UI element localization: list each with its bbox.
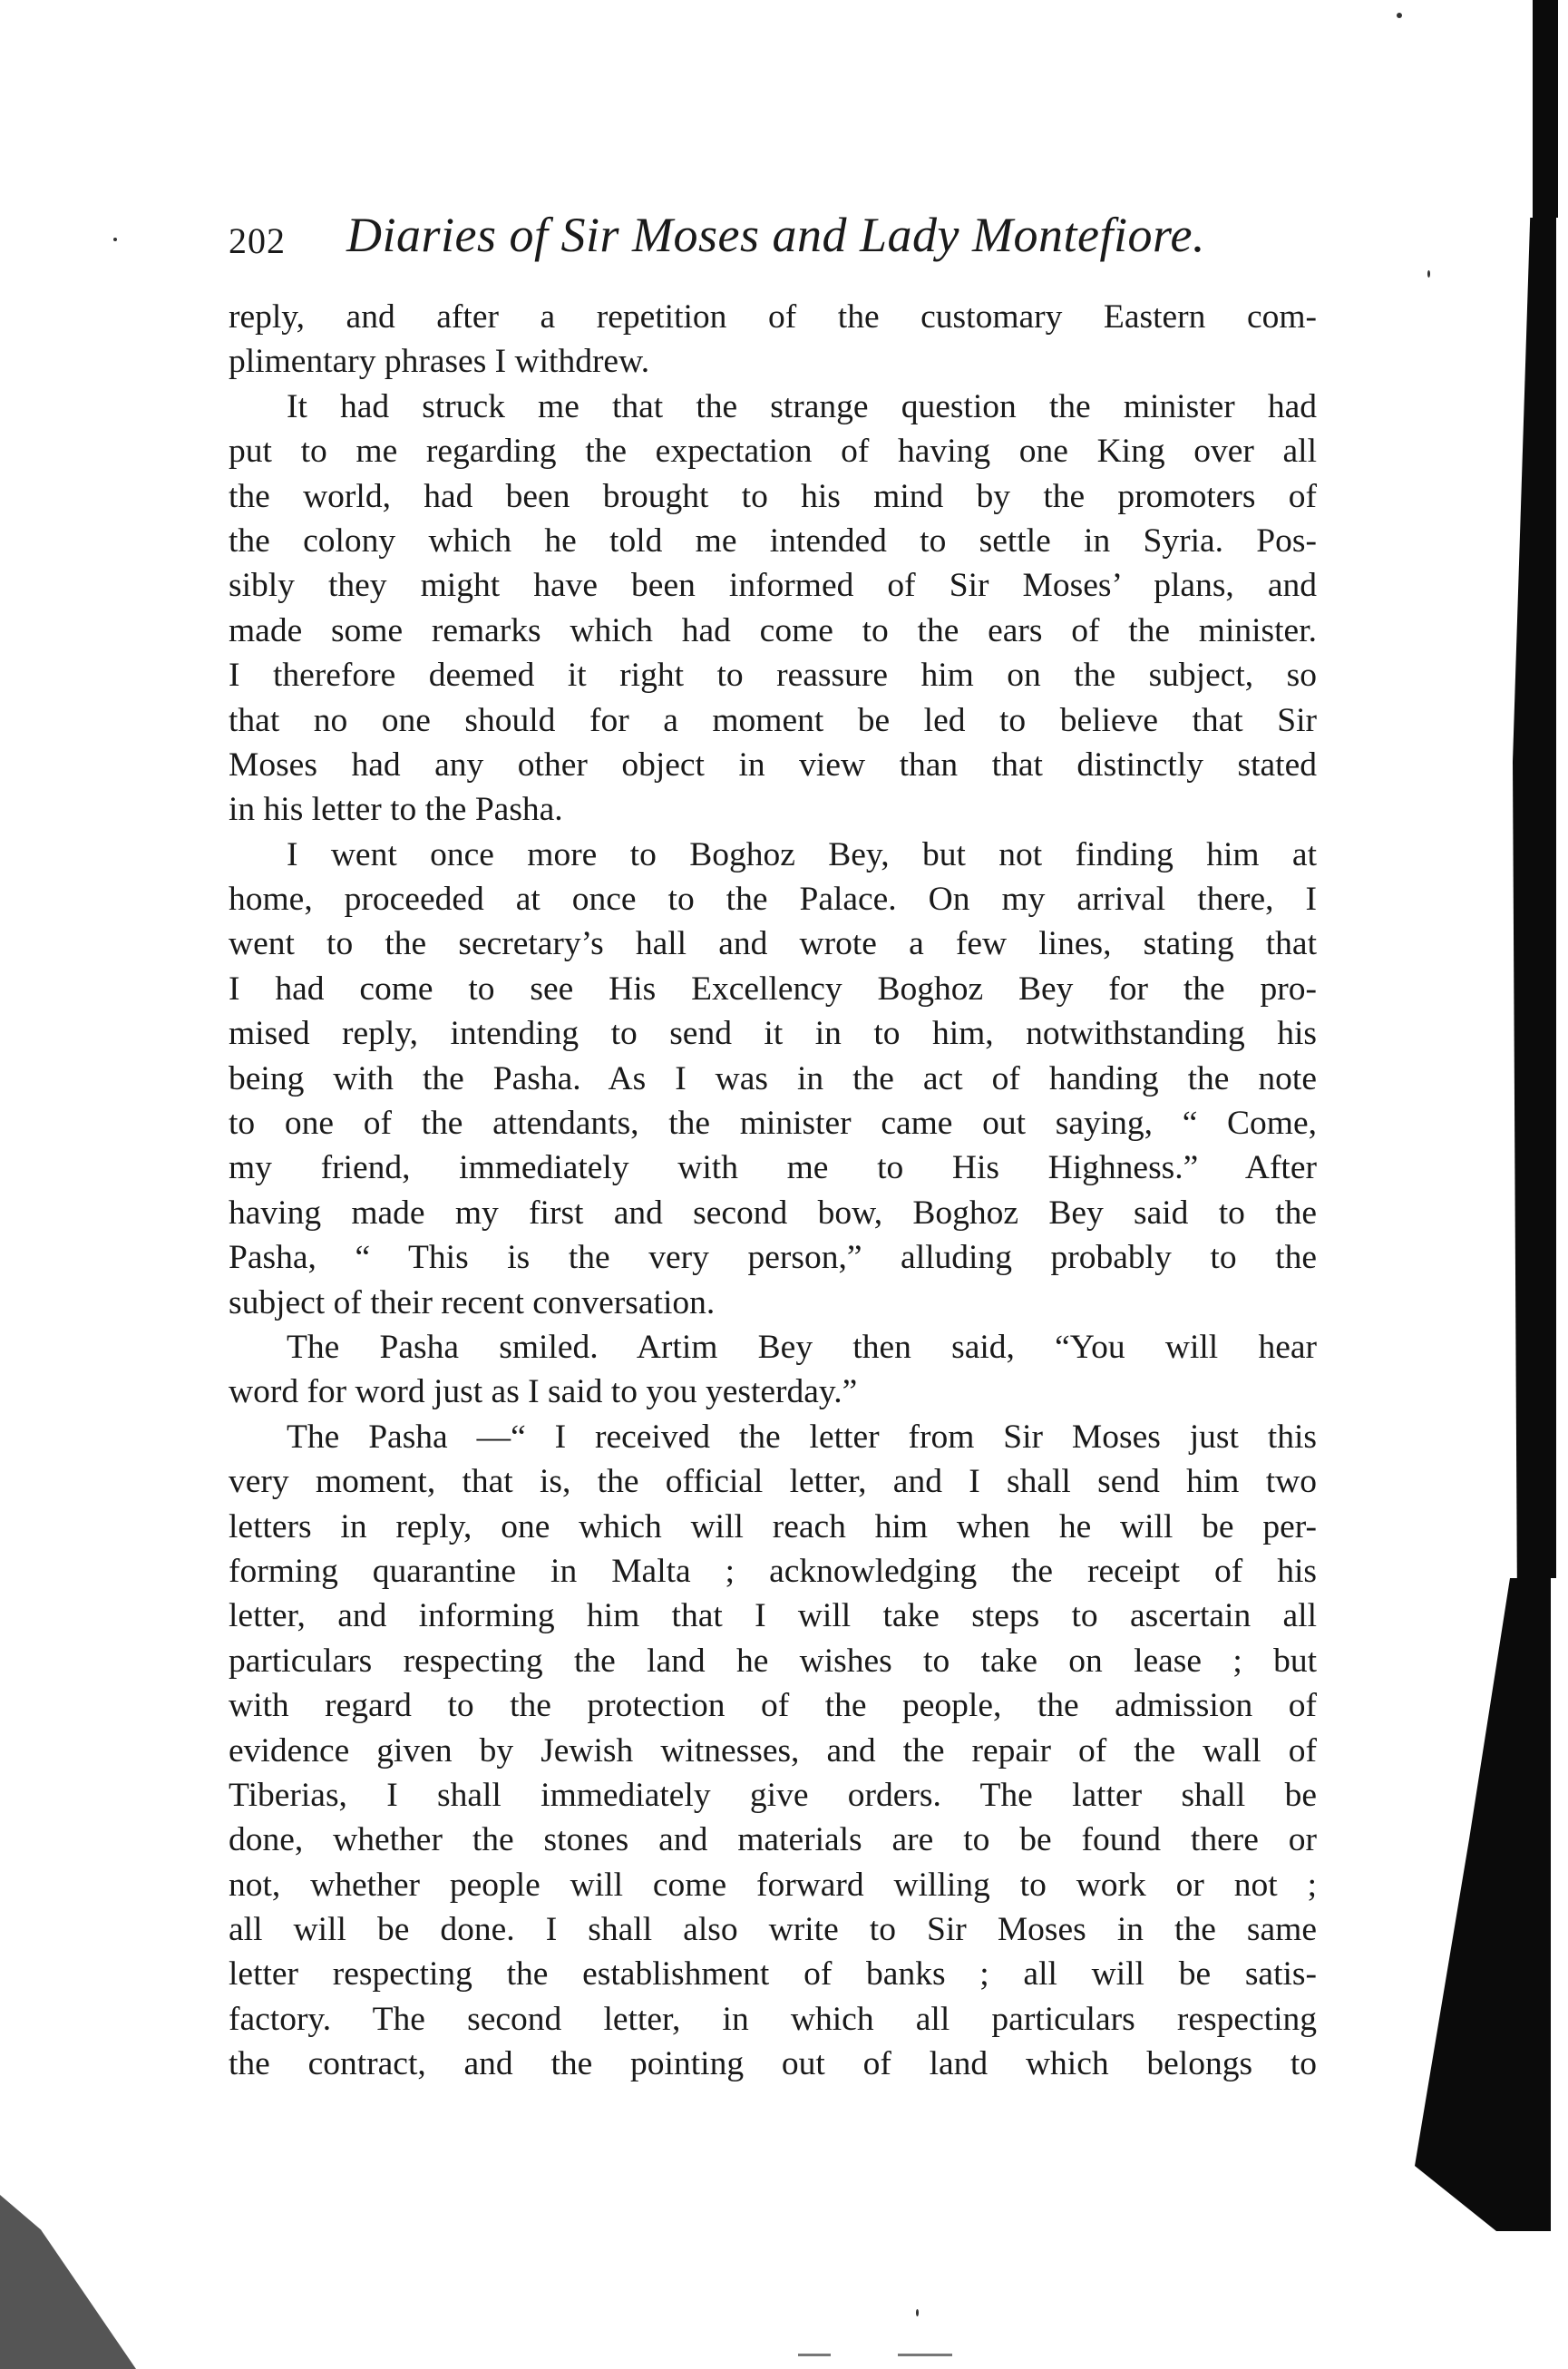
text-line: the contract, and the pointing out of land which belongs to [229,2045,1317,2083]
text-line: letter, and informing him that I will take steps to ascertain all [229,1597,1317,1635]
text-line: Moses had any other object in view than that distinctly stated [229,746,1317,784]
text-line: that no one should for a moment be led to believe that Sir [229,701,1317,739]
text-line: put to me regarding the expectation of having one King over all [229,433,1317,471]
text-line: subject of their recent conversation. [229,1283,716,1321]
text-line: with regard to the protection of the people, the admission of [229,1687,1317,1725]
page-number: 202 [229,220,286,261]
running-header [229,207,1317,270]
scan-dash [798,2354,831,2356]
text-line: factory. The second letter, in which all particulars respecting [229,2000,1317,2038]
text-line: I therefore deemed it right to reassure him on the subject, so [229,657,1317,695]
scan-speck [916,2309,919,2316]
text-line: not, whether people will come forward willing to work or not ; [229,1866,1317,1904]
text-line: home, proceeded at once to the Palace. On my arrival there, I [229,881,1317,919]
text-line: letter respecting the establishment of banks ; all will be satis- [229,1955,1317,1994]
scan-speck [1397,13,1402,18]
text-line: word for word just as I said to you yesterday.” [229,1373,858,1411]
text-line: all will be done. I shall also write to Sir Moses in the same [229,1911,1317,1949]
text-line: mised reply, intending to send it in to him, notwithstanding his [229,1015,1317,1053]
body-text [229,295,1317,2087]
scan-dash [898,2354,952,2356]
scan-edge-shadow [1513,218,1556,1578]
text-line: reply, and after a repetition of the customary Eastern com- [229,298,1317,336]
text-line: Tiberias, I shall immediately give orders. The latter shall be [229,1776,1317,1814]
text-line: Pasha, “ This is the very person,” alluding probably to the [229,1239,1317,1277]
scan-speck [1427,270,1430,278]
scan-edge-shadow [1415,1578,1551,2231]
text-line: made some remarks which had come to the ears of the minister. [229,611,1317,649]
text-line: evidence given by Jewish witnesses, and the repair of the wall of [229,1731,1317,1769]
text-line: I went once more to Boghoz Bey, but not finding him at [287,835,1317,873]
scan-edge-shadow [1533,0,1558,218]
text-line: done, whether the stones and materials are to be found there or [229,1821,1317,1859]
text-line: The Pasha —“ I received the letter from Sir Moses just this [287,1418,1317,1456]
text-line: to one of the attendants, the minister came out saying, “ Come, [229,1105,1317,1143]
text-line: I had come to see His Excellency Boghoz Bey for the pro- [229,970,1317,1008]
text-line: particulars respecting the land he wishes to take on lease ; but [229,1642,1317,1680]
text-line: the world, had been brought to his mind by the promoters of [229,477,1317,515]
text-line: went to the secretary’s hall and wrote a few lines, stating that [229,925,1317,963]
text-line: having made my first and second bow, Boghoz Bey said to the [229,1194,1317,1232]
text-line: being with the Pasha. As I was in the act of handing the note [229,1059,1317,1097]
text-line: letters in reply, one which will reach him when he will be per- [229,1507,1317,1545]
scan-speck [113,238,117,241]
scan-corner-shadow [0,2195,136,2369]
running-title: Diaries of Sir Moses and Lady Montefiore. [346,208,1205,262]
text-line: It had struck me that the strange question the minister had [287,387,1317,425]
text-line: in his letter to the Pasha. [229,791,563,829]
text-line: The Pasha smiled. Artim Bey then said, “You will hear [287,1328,1317,1366]
text-line: the colony which he told me intended to settle in Syria. Pos- [229,522,1317,560]
text-line: plimentary phrases I withdrew. [229,343,650,381]
text-line: forming quarantine in Malta ; acknowledging the receipt of his [229,1552,1317,1590]
text-line: sibly they might have been informed of Sir Moses’ plans, and [229,567,1317,605]
text-line: my friend, immediately with me to His Highness.” After [229,1149,1317,1187]
text-line: very moment, that is, the official letter, and I shall send him two [229,1463,1317,1501]
